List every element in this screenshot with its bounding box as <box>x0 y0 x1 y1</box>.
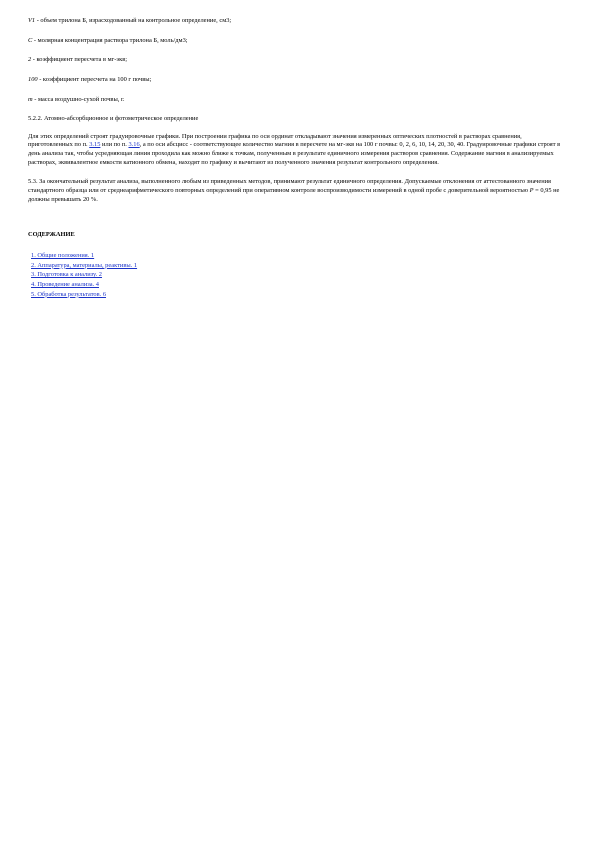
paragraph-calibration <box>28 133 568 168</box>
section-heading: 5.2.2. Атомно-абсорбционное и фотометрическое определение <box>28 115 199 123</box>
definition-2 <box>28 56 568 65</box>
definition-100 <box>28 76 568 85</box>
definition-symbol: m <box>28 95 33 103</box>
paragraph-final-result <box>28 178 568 204</box>
toc-link-2[interactable]: 2. Аппаратура, материалы, реактивы. 1 <box>31 261 138 269</box>
definition-symbol: С <box>28 36 33 44</box>
paragraph-text: Для этих определений строят градуировочные графики. При построении графика по оси ординат откладывают значения измеренных оптических плотностей в растворах сравнения, приготовленных по п. <box>28 132 522 149</box>
definition-v1 <box>28 17 568 26</box>
toc-item <box>31 281 568 290</box>
definition-symbol: 100 <box>28 75 38 83</box>
toc-item <box>31 252 568 261</box>
definition-c <box>28 37 568 46</box>
toc-item <box>31 271 568 280</box>
definition-symbol: V1 <box>28 17 36 24</box>
document-page <box>28 17 568 300</box>
paragraph-text: = 0,95 не должны превышать 20 %. <box>28 187 560 203</box>
table-of-contents <box>31 252 568 299</box>
toc-link-5[interactable]: 5. Обработка результатов. 6 <box>31 290 107 298</box>
toc-item <box>31 291 568 300</box>
toc-item <box>31 262 568 271</box>
paragraph-text: , а по оси абсцисс - соответствующее количество магния в пересчете на мг-экв на 100 г почвы: 0, 2, 6, 10, 14, 20, 30, 40. Градуировочные графики строят в день анализа так, чтобы усредняющая линия проходила как можно ближе к точкам, полученным в результате единичного измерения растворов сравнения. Содержание магния в анализируемых растворах, эквивалентное емкости катионного обмена, находят по графику и вычитают из полученного значения результат контрольного определения. <box>28 141 561 166</box>
link-3-15[interactable]: 3.15 <box>89 141 101 149</box>
toc-link-4[interactable]: 4. Проведение анализа. 4 <box>31 280 100 288</box>
probability-variable: Р <box>529 187 534 195</box>
toc-link-3[interactable]: 3. Подготовка к анализу. 2 <box>31 271 103 279</box>
definition-text: - коэффициент пересчета в мг-экв; <box>31 56 127 64</box>
link-3-16[interactable]: 3.16 <box>128 141 140 149</box>
definition-m <box>28 96 568 105</box>
toc-link-1[interactable]: 1. Общие положения. 1 <box>31 251 95 259</box>
definition-text: - коэффициент пересчета на 100 г почвы; <box>37 75 152 83</box>
definition-text: - масса воздушно-сухой почвы, г. <box>32 95 125 103</box>
definition-text: - объем трилона Б, израсходованный на контрольное определение, см3; <box>35 17 232 24</box>
paragraph-text: или по п. <box>100 141 129 149</box>
definition-symbol: 2 <box>28 56 32 64</box>
toc-title: СОДЕРЖАНИЕ <box>28 231 75 239</box>
paragraph-text: 5.3. За окончательный результат анализа, выполненного любым из приведенных методов, принимают результат единичного определения. Допускаемые отклонения от аттестованного значения стандартного образца или от среднеарифметического повторных определений при оперативном контроле воспроизводимости измерений в одной пробе с доверительной вероятностью <box>28 178 551 195</box>
definition-text: - молярная концентрация раствора трилона Б, моль/дм3; <box>32 36 188 44</box>
